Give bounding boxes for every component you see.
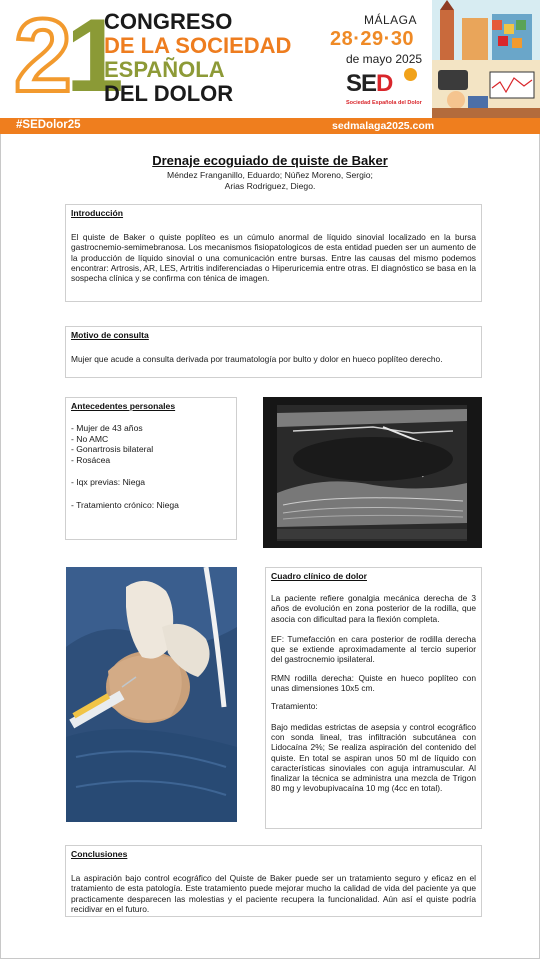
hashtag: #SEDolor25 (16, 119, 81, 131)
antecedentes-item: - Rosácea (71, 454, 111, 465)
poster-title: Drenaje ecoguiado de quiste de Baker (152, 153, 388, 168)
procedure-photo (66, 567, 237, 822)
antecedentes-tratamiento: - Tratamiento crónico: Niega (71, 499, 179, 510)
motivo-text: Mujer que acude a consulta derivada por traumatología por bulto y dolor en hueco poplíteo derecho. (71, 354, 443, 364)
congress-line-1: CONGRESO (104, 9, 233, 34)
conclusiones-text: La aspiración bajo control ecográfico del Quiste de Baker puede ser un tratamiento seguro y eficaz en el tratamiento de esta patología. Este tratamiento puede mejorar mucho la calidad de vida del paciente ya que practicamente desparecen las molestias y el paciente recupera la funcionalidad. Aún así el quiste podría recidivar en el futuro. (71, 873, 476, 914)
congress-title (104, 10, 291, 106)
poster-authors (0, 170, 540, 191)
antecedentes-item: - Gonartrosis bilateral (71, 444, 154, 455)
header-band (0, 118, 540, 134)
cuadro-text-2: EF: Tumefacción en cara posterior de rodilla derecha que se extiende aproximadamente al tercio superior del gastrocnemio ipsilateral. (271, 633, 476, 665)
sed-logo-subtitle: Sociedad Española del Dolor (346, 100, 422, 106)
congress-dates: 28·29·30 (330, 28, 415, 50)
intro-section (65, 204, 482, 302)
edition-digit-1: 1 (65, 0, 118, 114)
antecedentes-section (65, 397, 237, 540)
sed-logo-badge-icon (404, 68, 417, 81)
sed-logo-d: D (376, 70, 393, 97)
antecedentes-iqx: - Iqx previas: Niega (71, 477, 146, 488)
cuadro-section (265, 567, 482, 829)
congress-year: de mayo 2025 (346, 52, 423, 66)
cuadro-text-3: RMN rodilla derecha: Quiste en hueco poplíteo con unas dimensiones 10x5 cm. (271, 672, 476, 694)
cuadro-heading: Cuadro clínico de dolor (271, 571, 367, 581)
motivo-section (65, 326, 482, 378)
sed-logo-se: SE (346, 70, 377, 97)
antecedentes-item: - Mujer de 43 años (71, 423, 143, 433)
edition-number (14, 0, 118, 114)
authors-line-1: Méndez Franganillo, Eduardo; Núñez Moreno, Sergio; (167, 170, 373, 180)
intro-heading: Introducción (71, 208, 124, 218)
authors-line-2: Arias Rodriguez, Diego. (224, 180, 316, 191)
sed-logo (346, 70, 392, 98)
cuadro-text-4: Tratamiento: (271, 701, 318, 712)
cuadro-text-5: Bajo medidas estrictas de asepsia y control ecográfico con sonda lineal, tras infiltración subcutánea con Lidocaína 2%; Se realiza aspiración del contenido del quiste. En total se aspiran unos 50 ml de líquido con características sinoviales con aguja intramuscular. Al finalizar la técnica se administra una mezcla de Trigon 80 mg y levobupivacaína 10 mg (4cc en total). (271, 721, 476, 794)
ultrasound-image (263, 397, 482, 548)
congress-line-4: DEL DOLOR (104, 81, 234, 106)
edition-digit-2: 2 (14, 0, 66, 114)
website-link[interactable]: sedmalaga2025.com (332, 120, 435, 132)
antecedentes-heading: Antecedentes personales (71, 401, 176, 411)
intro-text: El quiste de Baker o quiste poplíteo es un cúmulo anormal de líquido sinovial localizado en la bursa gastrocnemio-semimebranosa. Los mecanismos fisiopatologicos de esta entidad pueden ser un aumento de la producción de líquido sinovial o una comunicación entre bursas. Entre las causas del mismo podemos encontrar: Artrosis, AR, LES, Artritis indiferenciadas o Hiperuricemia entre otras. El diagnóstico se basa en la sospecha clínica y se confirma con ténica de imagen. (71, 232, 476, 284)
motivo-heading: Motivo de consulta (71, 330, 149, 340)
congress-city: MÁLAGA (364, 13, 418, 27)
congress-header (0, 0, 540, 118)
antecedentes-list (71, 423, 231, 465)
conclusiones-heading: Conclusiones (71, 849, 128, 859)
antecedentes-item: - No AMC (71, 433, 109, 444)
cuadro-text-1: La paciente refiere gonalgia mecánica derecha de 3 años de evolución en zona posterior de la rodilla, que asocia con dificultad para la flexión completa. (271, 593, 476, 624)
conclusiones-section (65, 845, 482, 917)
congress-line-2: DE LA SOCIEDAD (104, 33, 292, 58)
malaga-illustration (432, 0, 540, 118)
congress-line-3: ESPAÑOLA (104, 57, 225, 82)
